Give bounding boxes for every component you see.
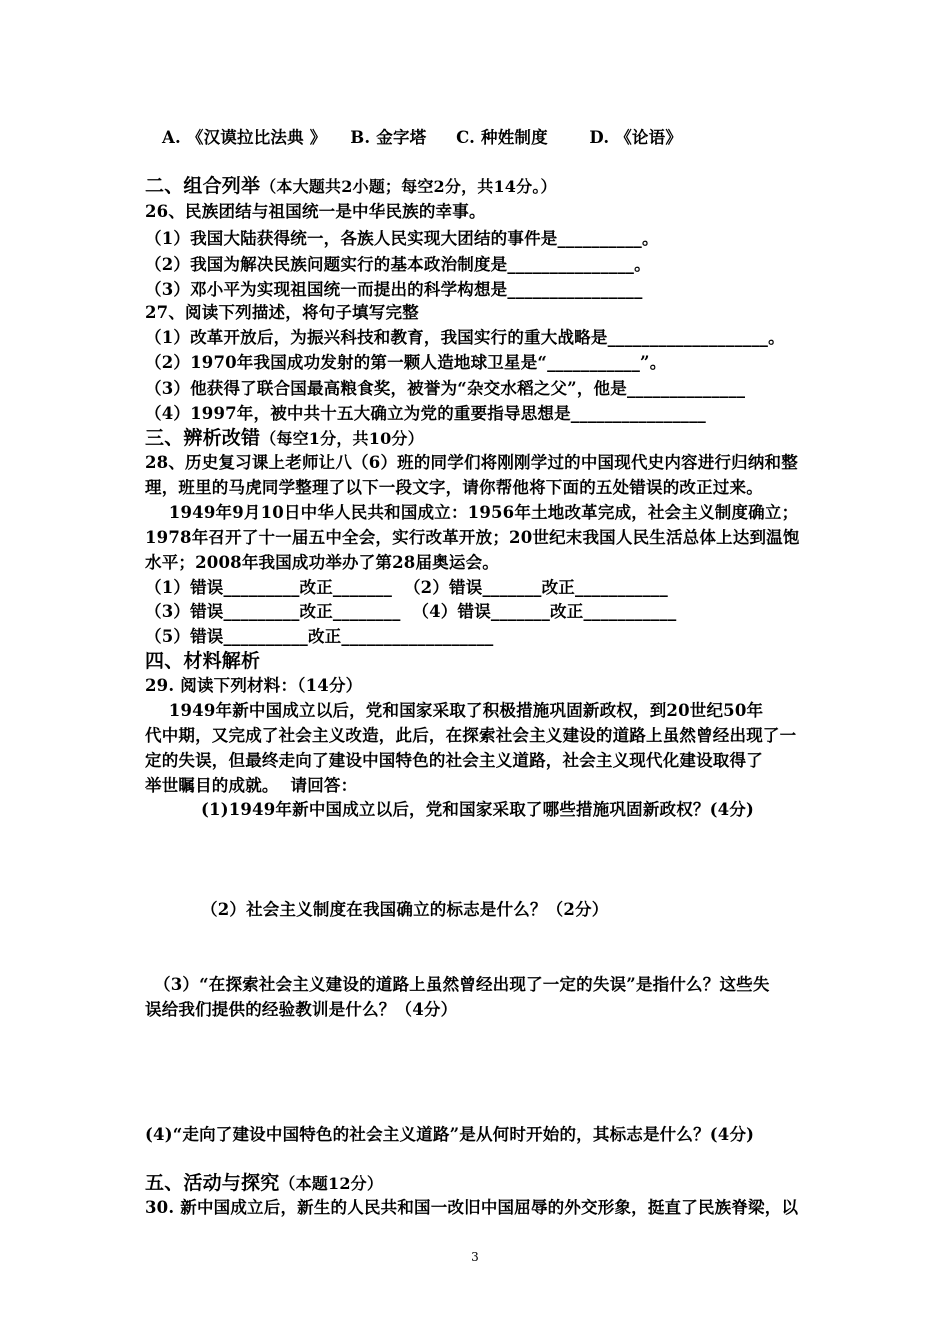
q26-item-3: （3）邓小平为实现祖国统一而提出的科学构想是________________ — [145, 280, 643, 299]
q29-material-line-4: 举世瞩目的成就。 请回答： — [145, 776, 358, 795]
q28-errors-row-3: （5）错误__________改正__________________ — [145, 627, 494, 646]
q29-question-3-line-1: （3）“在探索社会主义建设的道路上虽然曾经出现了一定的失误”是指什么？这些失 — [154, 975, 770, 994]
section-5-note: （本题12分） — [279, 1174, 384, 1193]
page-number: 3 — [471, 1250, 479, 1264]
q28-line-4: 1978年召开了十一届五中全会，实行改革开放；20世纪末我国人民生活总体上达到温饱 — [145, 528, 800, 547]
q26-item-1: （1）我国大陆获得统一，各族人民实现大团结的事件是__________。 — [145, 229, 659, 248]
q28-errors-row-1: （1）错误_________改正_______ （2）错误_______改正___________ — [145, 578, 668, 597]
q25-options: A. 《汉谟拉比法典 》 B. 金字塔 C. 种姓制度 D. 《论语》 — [162, 128, 683, 147]
section-3-note: （每空1分，共10分） — [260, 429, 424, 448]
q29-question-2: （2）社会主义制度在我国确立的标志是什么？（2分） — [201, 900, 609, 919]
q27-item-3: （3）他获得了联合国最高粮食奖，被誉为“杂交水稻之父”，他是______________ — [145, 379, 746, 398]
q29-question-1: (1)1949年新中国成立以后，党和国家采取了哪些措施巩固新政权？(4分) — [201, 800, 755, 819]
section-5-heading — [145, 1171, 383, 1196]
q29-question-3-line-2: 误给我们提供的经验教训是什么？（4分） — [145, 1000, 458, 1019]
q26-item-2: （2）我国为解决民族问题实行的基本政治制度是_______________。 — [145, 255, 651, 274]
section-3-heading — [145, 426, 424, 451]
section-4-title: 四、材料解析 — [145, 650, 261, 672]
q29-question-4: (4)“走向了建设中国特色的社会主义道路”是从何时开始的，其标志是什么？(4分) — [145, 1125, 755, 1144]
section-3-title: 三、辨析改错 — [145, 427, 261, 449]
q28-line-5: 水平；2008年我国成功举办了第28届奥运会。 — [145, 553, 499, 572]
q26-stem: 26、民族团结与祖国统一是中华民族的幸事。 — [145, 202, 486, 221]
section-5-title: 五、活动与探究 — [145, 1172, 280, 1194]
q28-line-1: 28、历史复习课上老师让八（6）班的同学们将刚刚学过的中国现代史内容进行归纳和整 — [145, 453, 798, 472]
q29-stem: 29. 阅读下列材料：（14分） — [145, 676, 363, 695]
section-2-title: 二、组合列举 — [145, 175, 261, 197]
q27-item-1: （1）改革开放后，为振兴科技和教育，我国实行的重大战略是___________________。 — [145, 328, 785, 347]
q29-material-line-3: 定的失误，但最终走向了建设中国特色的社会主义道路，社会主义现代化建设取得了 — [145, 751, 763, 770]
q27-item-4: （4）1997年，被中共十五大确立为党的重要指导思想是________________ — [145, 404, 707, 423]
q28-line-3: 1949年9月10日中华人民共和国成立：1956年土地改革完成，社会主义制度确立； — [145, 503, 799, 522]
q27-item-2: （2）1970年我国成功发射的第一颗人造地球卫星是“___________”。 — [145, 353, 667, 372]
q29-material-line-2: 代中期，又完成了社会主义改造，此后，在探索社会主义建设的道路上虽然曾经出现了一 — [145, 726, 797, 745]
section-2-heading — [145, 174, 557, 199]
q29-material-line-1: 1949年新中国成立以后，党和国家采取了积极措施巩固新政权，到20世纪50年 — [145, 701, 764, 720]
section-2-note: （本大题共2小题；每空2分，共14分。） — [260, 177, 557, 196]
q27-stem: 27、阅读下列描述，将句子填写完整 — [145, 303, 419, 322]
q28-errors-row-2: （3）错误_________改正________ （4）错误_______改正___________ — [145, 602, 677, 621]
q30-stem: 30. 新中国成立后，新生的人民共和国一改旧中国屈辱的外交形象，挺直了民族脊梁，以 — [145, 1198, 799, 1217]
q28-line-2: 理，班里的马虎同学整理了以下一段文字，请你帮他将下面的五处错误的改正过来。 — [145, 478, 763, 497]
